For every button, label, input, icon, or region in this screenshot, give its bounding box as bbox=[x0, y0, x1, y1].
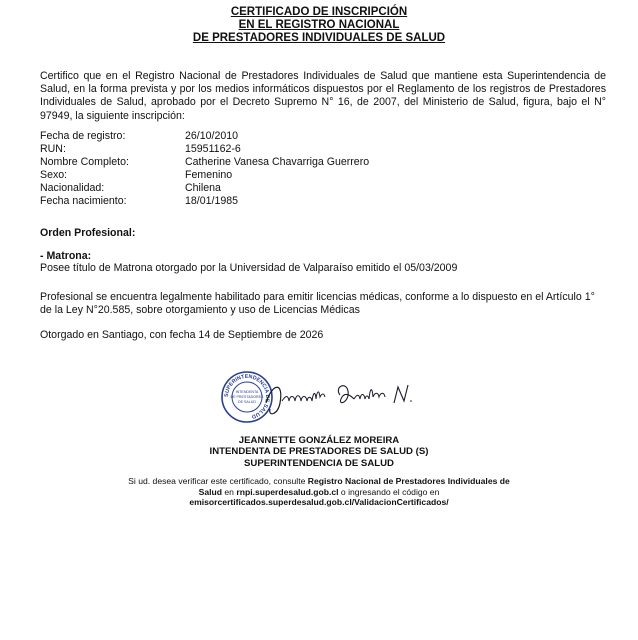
matrona-description: Posee título de Matrona otorgado por la Universidad de Valparaíso emitido el 05/03/2009 bbox=[40, 262, 458, 274]
orden-profesional-heading: Orden Profesional: bbox=[40, 227, 136, 239]
title-line-1: CERTIFICADO DE INSCRIPCIÓN bbox=[230, 6, 408, 18]
habilitado-paragraph: Profesional se encuentra legalmente habilitado para emitir licencias médicas, conforme a lo dispuesto en el Artículo 1° de la Ley N°20.585, sobre otorgamiento y uso de Licencias Médicas bbox=[40, 291, 595, 317]
field-label: Sexo: bbox=[40, 169, 68, 181]
field-row bbox=[40, 169, 369, 182]
registration-fields bbox=[40, 130, 369, 208]
field-row bbox=[40, 143, 369, 156]
stamp-inner-line-2: DE PRESTADORES bbox=[230, 395, 264, 399]
intro-paragraph: Certifico que en el Registro Nacional de Prestadores Individuales de Salud que mantiene esta Superintendencia de Salud, en la forma prevista y por los medios informáticos dispuestos por el Reglamento de los registros de Prestadores Individuales de Salud, aprobado por el Decreto Supremo N° 16, de 2007, del Ministerio de Salud, figura, bajo el N° 97949, la siguiente inscripción: bbox=[40, 70, 606, 122]
field-row bbox=[40, 182, 369, 195]
field-value: 26/10/2010 bbox=[185, 130, 239, 142]
signer-name: JEANNETTE GONZÁLEZ MOREIRA bbox=[238, 435, 400, 446]
registry-link[interactable]: rnpi.superdesalud.gob.cl bbox=[236, 486, 339, 497]
field-value: Femenino bbox=[185, 169, 233, 181]
verification-footer bbox=[120, 476, 518, 508]
field-value: 18/01/1985 bbox=[185, 195, 239, 207]
certificate-title bbox=[0, 6, 638, 45]
title-line-3: DE PRESTADORES INDIVIDUALES DE SALUD bbox=[192, 32, 446, 44]
title-line-2: EN EL REGISTRO NACIONAL bbox=[238, 19, 400, 31]
signer-organization: SUPERINTENDENCIA DE SALUD bbox=[244, 457, 394, 469]
field-label: Fecha nacimiento: bbox=[40, 195, 127, 207]
field-label: Nombre Completo: bbox=[40, 156, 129, 168]
footer-text: o ingresando el código en bbox=[338, 486, 440, 497]
field-row bbox=[40, 195, 369, 208]
field-label: Fecha de registro: bbox=[40, 130, 126, 142]
otorgado-line: Otorgado en Santiago, con fecha 14 de Septiembre de 2026 bbox=[40, 329, 324, 341]
field-row bbox=[40, 130, 369, 143]
validation-link[interactable]: emisorcertificados.superdesalud.gob.cl/ValidacionCertificados/ bbox=[189, 497, 449, 508]
signer-block bbox=[0, 435, 638, 469]
footer-text: Si ud. desea verificar este certificado, consulte bbox=[128, 476, 308, 486]
stamp-ring-text: SUPERINTENDENCIA DE SALUD bbox=[223, 373, 271, 420]
stamp-inner-line-3: DE SALUD bbox=[238, 400, 256, 404]
field-label: Nacionalidad: bbox=[40, 182, 105, 194]
registry-name: Registro Nacional de Prestadores Individuales de Salud bbox=[198, 476, 510, 497]
field-label: RUN: bbox=[40, 143, 66, 155]
stamp-inner-line-1: INTENDENTA bbox=[235, 390, 259, 394]
field-value: Chilena bbox=[185, 182, 221, 194]
signer-role: INTENDENTA DE PRESTADORES DE SALUD (S) bbox=[209, 446, 429, 458]
field-value: Catherine Vanesa Chavarriga Guerrero bbox=[185, 156, 370, 168]
matrona-heading: - Matrona: bbox=[40, 250, 92, 262]
footer-text: en bbox=[222, 486, 237, 497]
field-row bbox=[40, 156, 369, 169]
handwritten-signature bbox=[262, 373, 417, 421]
field-value: 15951162-6 bbox=[185, 143, 241, 155]
